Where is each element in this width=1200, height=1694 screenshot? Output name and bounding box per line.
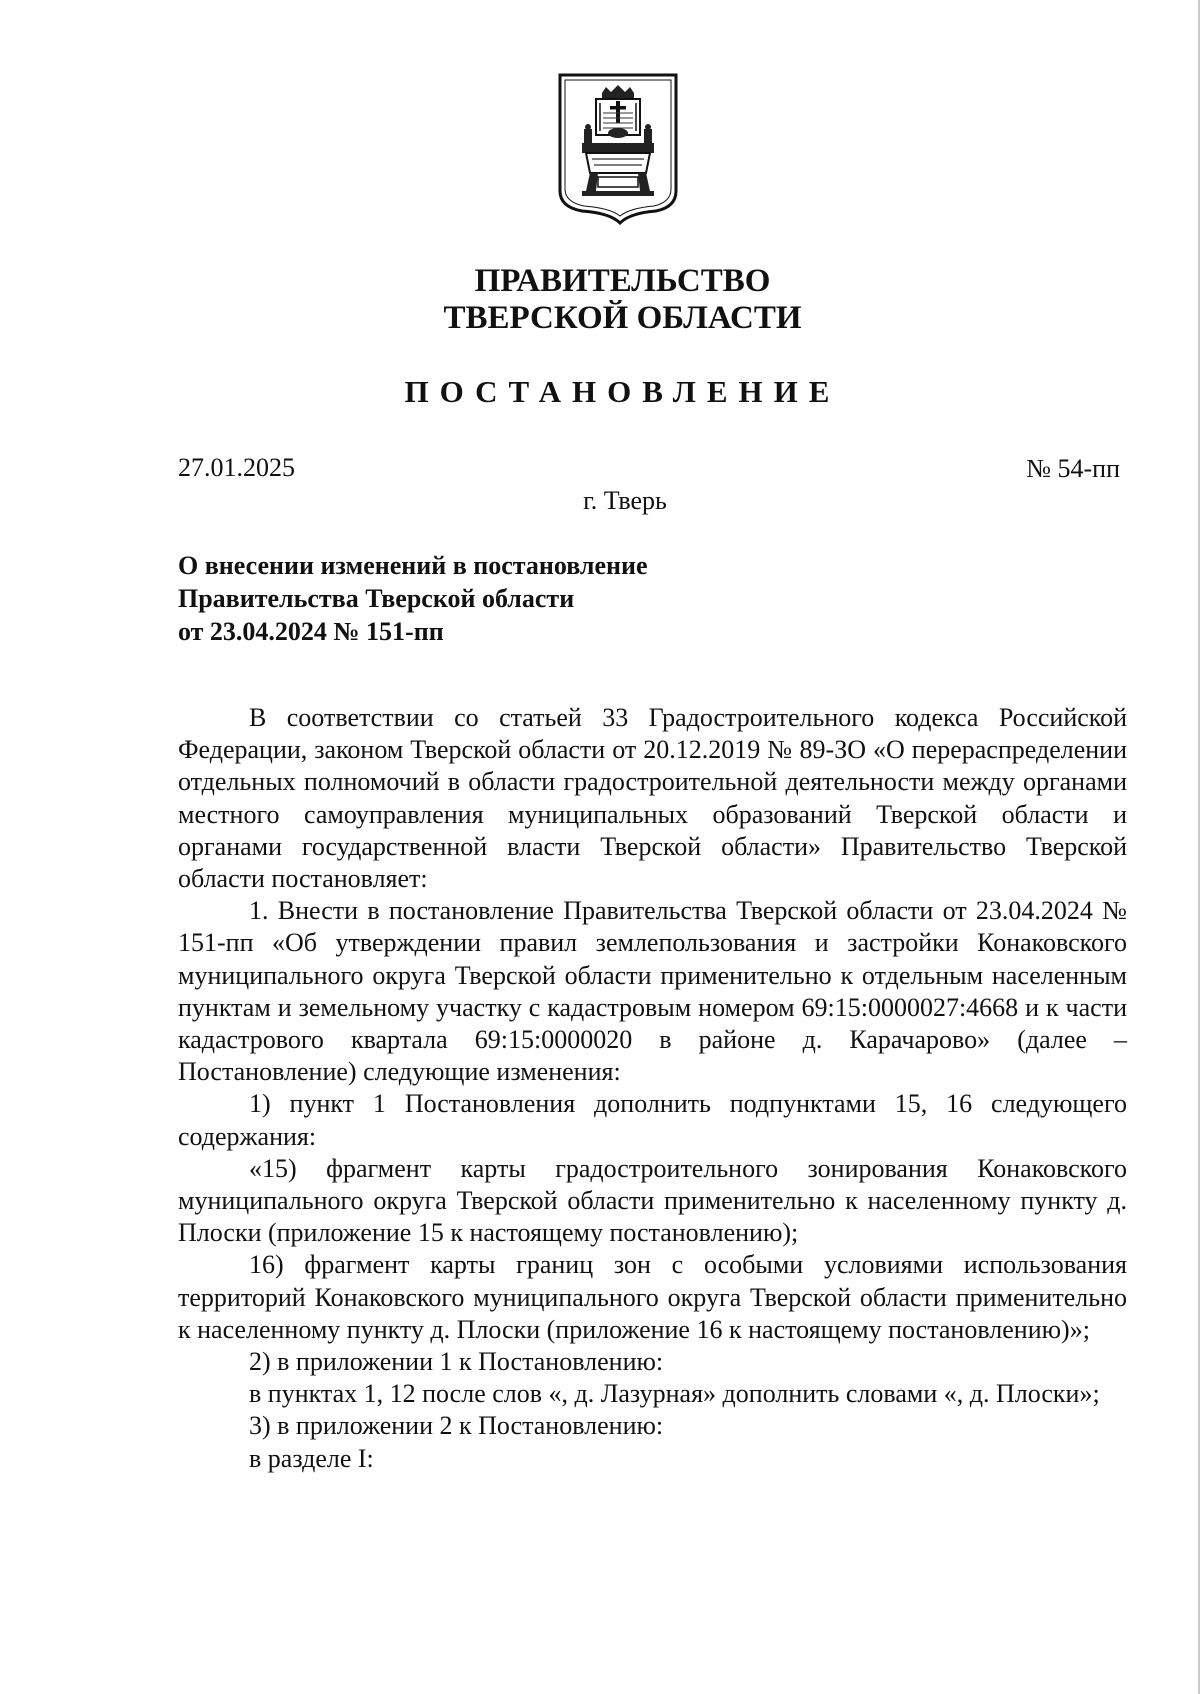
government-name-line1: ПРАВИТЕЛЬСТВО [474, 263, 771, 299]
subject-line: О внесении изменений в постановление [178, 551, 648, 580]
document-type: ПОСТАНОВЛЕНИЕ [404, 374, 841, 409]
subject-line: от 23.04.2024 № 151-пп [178, 617, 444, 646]
document-city: г. Тверь [583, 486, 667, 515]
body-paragraph: «15) фрагмент карты градостроительного зонирования Конаковского муниципального округа Тверской области применительно к населенному пункту д. Плоски (приложение 15 к настоящему постановлению); [178, 1153, 1127, 1248]
body-paragraph: 2) в приложении 1 к Постановлению: [249, 1347, 664, 1377]
document-date: 27.01.2025 [178, 453, 295, 482]
coat-of-arms-icon [556, 73, 680, 225]
body-paragraph: 1) пункт 1 Постановления дополнить подпунктами 15, 16 следующего содержания: [178, 1089, 1127, 1151]
document-body [178, 702, 1127, 1475]
body-paragraph: 1. Внести в постановление Правительства Тверской области от 23.04.2024 № 151-пп «Об утверждении правил землепользования и застройки Конаковского муниципального округа Тверской области применительно к отдельным населенным пунктам и земельному участку с кадастровым номером 69:15:0000027:4668 и к части кадастрового квартала 69:15:0000020 в районе д. Карачарово» (далее – Постановление) следующие изменения: [178, 896, 1127, 1087]
subject-line: Правительства Тверской области [178, 584, 575, 613]
body-paragraph: в пунктах 1, 12 после слов «, д. Лазурная» дополнить словами «, д. Плоски»; [249, 1379, 1100, 1409]
body-paragraph: 3) в приложении 2 к Постановлению: [249, 1411, 664, 1441]
body-paragraph: 16) фрагмент карты границ зон с особыми условиями использования территорий Конаковского муниципального округа Тверской области применительно к населенному пункту д. Плоски (приложение 16 к настоящему постановлению)»; [178, 1250, 1127, 1344]
government-name-line2: ТВЕРСКОЙ ОБЛАСТИ [443, 300, 802, 336]
document-number: № 54-пп [1026, 454, 1120, 483]
document-subject [178, 549, 878, 648]
body-paragraph: в разделе I: [249, 1443, 374, 1473]
body-paragraph: В соответствии со статьей 33 Градостроительного кодекса Российской Федерации, законом Тверской области от 20.12.2019 № 89-ЗО «О перераспределении отдельных полномочий в области градостроительной деятельности между органами местного самоуправления муниципальных образований Тверской области и органами государственной власти Тверской области» Правительство Тверской области постановляет: [178, 703, 1127, 894]
